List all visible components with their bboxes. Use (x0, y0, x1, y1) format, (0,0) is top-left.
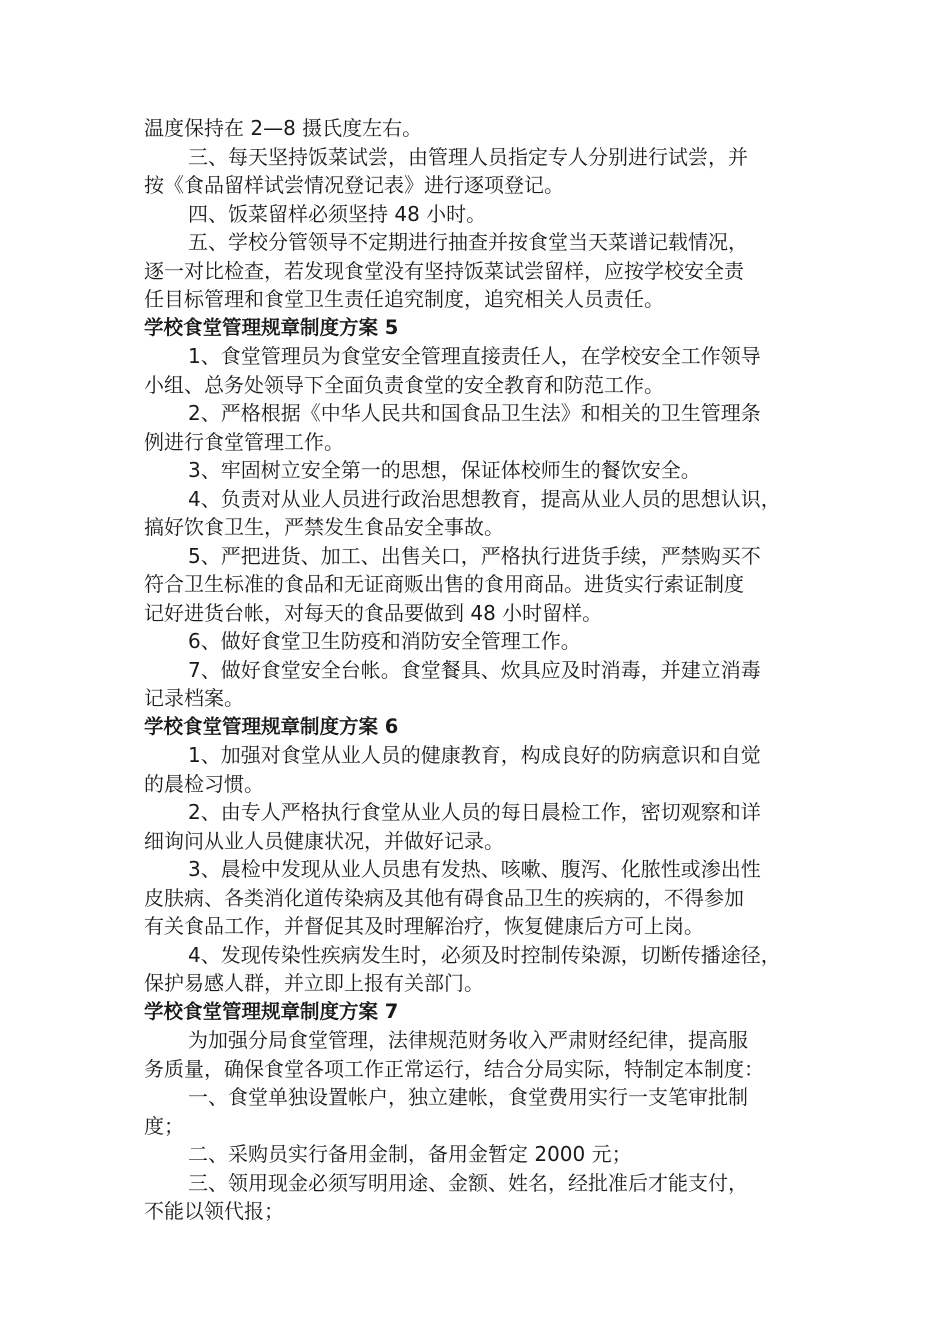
section-heading-6: 学校食堂管理规章制度方案 6 (144, 714, 399, 738)
text-line: 一、食堂单独设置帐户，独立建帐，食堂费用实行一支笔审批制 (188, 1085, 748, 1109)
text-line: 四、饭菜留样必须坚持 48 小时。 (188, 201, 487, 226)
text-line: 为加强分局食堂管理，法律规范财务收入严肃财经纪律，提高服 (188, 1028, 748, 1052)
text-line: 3、晨检中发现从业人员患有发热、咳嗽、腹泻、化脓性或渗出性 (188, 857, 761, 881)
text-line: 1、加强对食堂从业人员的健康教育，构成良好的防病意识和自觉 (188, 743, 761, 767)
text-line: 任目标管理和食堂卫生责任追究制度，追究相关人员责任。 (144, 287, 664, 311)
text-line: 2、严格根据《中华人民共和国食品卫生法》和相关的卫生管理条 (188, 401, 761, 425)
text-line: 皮肤病、各类消化道传染病及其他有碍食品卫生的疾病的，不得参加 (144, 885, 744, 910)
text-line: 3、牢固树立安全第一的思想，保证体校师生的餐饮安全。 (188, 458, 701, 482)
text-line: 2、由专人严格执行食堂从业人员的每日晨检工作，密切观察和详 (188, 800, 761, 824)
text-line: 的晨检习惯。 (144, 771, 264, 796)
text-line: 度； (144, 1113, 184, 1138)
text-line: 记录档案。 (144, 686, 244, 710)
text-line: 符合卫生标准的食品和无证商贩出售的食用商品。进货实行索证制度 (144, 572, 744, 596)
text-line: 例进行食堂管理工作。 (144, 429, 344, 454)
text-line: 有关食品工作，并督促其及时理解治疗，恢复健康后方可上岗。 (144, 914, 704, 938)
text-line: 5、严把进货、加工、出售关口，严格执行进货手续，严禁购买不 (188, 543, 761, 568)
text-line: 4、发现传染性疾病发生时，必须及时控制传染源，切断传播途径， (188, 942, 781, 967)
document-body (144, 114, 820, 1226)
text-line: 7、做好食堂安全台帐。食堂餐具、炊具应及时消毒，并建立消毒 (188, 657, 761, 682)
text-line: 6、做好食堂卫生防疫和消防安全管理工作。 (188, 629, 581, 653)
text-line: 小组、总务处领导下全面负责食堂的安全教育和防范工作。 (144, 372, 664, 397)
text-line: 记好进货台帐，对每天的食品要做到 48 小时留样。 (144, 600, 603, 625)
text-line: 逐一对比检查，若发现食堂没有坚持饭菜试尝留样，应按学校安全责 (144, 258, 744, 283)
text-line: 二、采购员实行备用金制，备用金暂定 2000 元； (188, 1142, 632, 1166)
text-line: 务质量，确保食堂各项工作正常运行，结合分局实际，特制定本制度： (144, 1056, 764, 1081)
section-heading-7: 学校食堂管理规章制度方案 7 (144, 999, 399, 1023)
text-line: 保护易感人群，并立即上报有关部门。 (144, 971, 484, 995)
text-line: 细询问从业人员健康状况，并做好记录。 (144, 828, 504, 853)
text-line: 不能以领代报； (144, 1199, 284, 1223)
text-line: 三、领用现金必须写明用途、金额、姓名，经批准后才能支付， (188, 1170, 748, 1195)
text-line: 温度保持在 2—8 摄氏度左右。 (144, 116, 423, 140)
text-line: 搞好饮食卫生，严禁发生食品安全事故。 (144, 515, 504, 539)
text-line: 4、负责对从业人员进行政治思想教育，提高从业人员的思想认识， (188, 486, 781, 511)
text-line: 按《食品留样试尝情况登记表》进行逐项登记。 (144, 173, 564, 197)
section-heading-5: 学校食堂管理规章制度方案 5 (144, 315, 399, 339)
text-line: 五、学校分管领导不定期进行抽查并按食堂当天菜谱记载情况， (188, 230, 748, 254)
text-line: 1、食堂管理员为食堂安全管理直接责任人，在学校安全工作领导 (188, 344, 761, 368)
text-line: 三、每天坚持饭菜试尝，由管理人员指定专人分别进行试尝，并 (188, 144, 748, 169)
